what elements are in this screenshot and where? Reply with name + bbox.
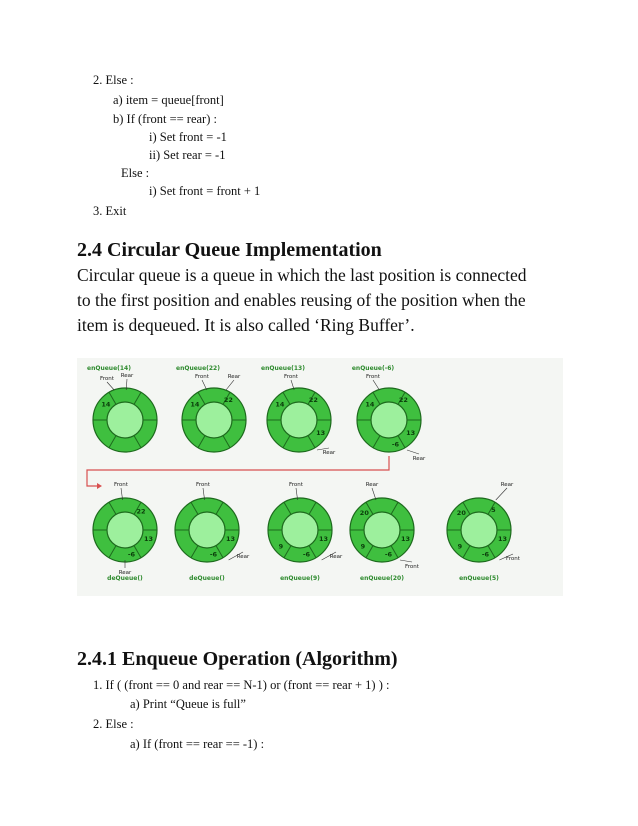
pointer-arrow xyxy=(107,382,114,390)
pointer-arrow xyxy=(202,380,207,390)
queue-ring-center xyxy=(107,402,143,438)
queue-slot-value: 5 xyxy=(491,506,496,515)
queue-ring-center xyxy=(282,512,318,548)
pointer-arrow xyxy=(400,560,412,562)
front-pointer-label: Front xyxy=(284,374,298,380)
paragraph-line: Circular queue is a queue in which the last position is connected xyxy=(77,265,527,285)
paragraph-line: to the first position and enables reusing of the position when the xyxy=(77,290,526,310)
queue-slot-value: 9 xyxy=(457,542,463,551)
front-pointer-label: Front xyxy=(366,374,380,380)
operation-caption: enQueue(20) xyxy=(360,575,404,582)
algo-step-else: 2. Else : xyxy=(93,73,134,87)
operation-caption: deQueue() xyxy=(107,575,143,582)
front-pointer-label: Front xyxy=(195,374,209,380)
section-heading-enqueue: 2.4.1 Enqueue Operation (Algorithm) xyxy=(77,648,398,670)
queue-ring-center xyxy=(371,402,407,438)
queue-slot-value: 13 xyxy=(225,535,236,544)
section-heading-circular-queue: 2.4 Circular Queue Implementation xyxy=(77,239,382,261)
queue-slot-value: -6 xyxy=(384,550,393,559)
rear-pointer-label: Rear xyxy=(329,554,343,560)
algo-set-rear: ii) Set rear = -1 xyxy=(149,148,226,162)
queue-slot-value: 13 xyxy=(143,535,154,544)
queue-slot-value: 13 xyxy=(497,535,508,544)
queue-slot-value: 14 xyxy=(275,400,285,409)
front-pointer-label: Front xyxy=(100,376,114,382)
queue-slot-value: -6 xyxy=(302,550,311,559)
queue-ring-center xyxy=(107,512,143,548)
rear-pointer-label: Rear xyxy=(118,570,132,576)
queue-slot-value: 9 xyxy=(360,542,366,551)
pointer-arrow xyxy=(372,488,376,500)
operation-caption: enQueue(14) xyxy=(87,365,131,372)
queue-slot-value: -6 xyxy=(481,550,490,559)
rear-pointer-label: Rear xyxy=(236,554,250,560)
front-pointer-label: Front xyxy=(506,556,520,562)
algo-step-exit: 3. Exit xyxy=(93,204,127,218)
pointer-arrow xyxy=(373,380,379,390)
pointer-arrow xyxy=(226,380,234,390)
queue-slot-value: 20 xyxy=(456,508,466,517)
queue-slot-value: 13 xyxy=(406,429,416,437)
rear-pointer-label: Rear xyxy=(227,374,241,380)
paragraph-line: item is dequeued. It is also called ‘Ring Buffer’. xyxy=(77,315,415,335)
enqueue-if-empty: a) If (front == rear == -1) : xyxy=(130,737,265,751)
queue-slot-value: -6 xyxy=(127,550,136,559)
circular-queue-figure xyxy=(77,358,563,596)
queue-slot-value: 22 xyxy=(398,396,408,405)
algo-increment-front: i) Set front = front + 1 xyxy=(149,184,261,198)
rear-pointer-label: Rear xyxy=(500,482,514,488)
row-connector-arrowhead xyxy=(97,483,102,489)
queue-slot-value: 14 xyxy=(190,400,200,409)
algo-set-front: i) Set front = -1 xyxy=(149,130,227,144)
circular-queue-diagram xyxy=(77,358,563,596)
queue-ring-center xyxy=(281,402,317,438)
enqueue-step-2: 2. Else : xyxy=(93,717,134,731)
algo-item-assign: a) item = queue[front] xyxy=(113,93,224,107)
operation-caption: enQueue(9) xyxy=(280,575,320,582)
front-pointer-label: Front xyxy=(405,564,419,570)
operation-caption: deQueue() xyxy=(189,575,225,582)
row-connector-line xyxy=(87,456,389,486)
operation-caption: enQueue(-6) xyxy=(351,365,395,372)
operation-caption: enQueue(5) xyxy=(459,575,499,582)
queue-slot-value: 22 xyxy=(308,396,318,405)
operation-caption: enQueue(13) xyxy=(261,365,305,372)
front-pointer-label: Front xyxy=(196,482,210,488)
algo-if-front-rear: b) If (front == rear) : xyxy=(113,112,217,126)
queue-slot-value: 22 xyxy=(136,507,146,516)
queue-slot-value: 20 xyxy=(359,508,369,517)
queue-slot-value: 22 xyxy=(223,396,233,405)
queue-ring-center xyxy=(364,512,400,548)
pointer-arrow xyxy=(496,488,507,500)
circular-queue-description xyxy=(77,263,567,338)
pointer-arrow xyxy=(407,450,419,454)
rear-pointer-label: Rear xyxy=(322,450,336,456)
queue-ring-center xyxy=(196,402,232,438)
rear-pointer-label: Rear xyxy=(412,456,426,462)
algo-inner-else: Else : xyxy=(121,166,150,180)
rear-pointer-label: Rear xyxy=(365,482,379,488)
queue-slot-value: 9 xyxy=(278,542,284,551)
queue-slot-value: 13 xyxy=(316,429,326,437)
queue-slot-value: -6 xyxy=(209,550,218,559)
front-pointer-label: Front xyxy=(114,482,128,488)
operation-caption: enQueue(22) xyxy=(176,365,220,372)
queue-ring-center xyxy=(189,512,225,548)
front-pointer-label: Front xyxy=(289,482,303,488)
enqueue-print-full: a) Print “Queue is full” xyxy=(130,697,246,711)
queue-ring-center xyxy=(461,512,497,548)
queue-slot-value: 13 xyxy=(400,535,411,544)
queue-slot-value: 14 xyxy=(101,400,111,409)
rear-pointer-label: Rear xyxy=(120,373,134,379)
queue-slot-value: -6 xyxy=(391,440,400,449)
queue-slot-value: 14 xyxy=(365,400,375,409)
queue-slot-value: 13 xyxy=(318,535,329,544)
enqueue-step-1: 1. If ( (front == 0 and rear == N-1) or (front == rear + 1) ) : xyxy=(93,678,390,692)
